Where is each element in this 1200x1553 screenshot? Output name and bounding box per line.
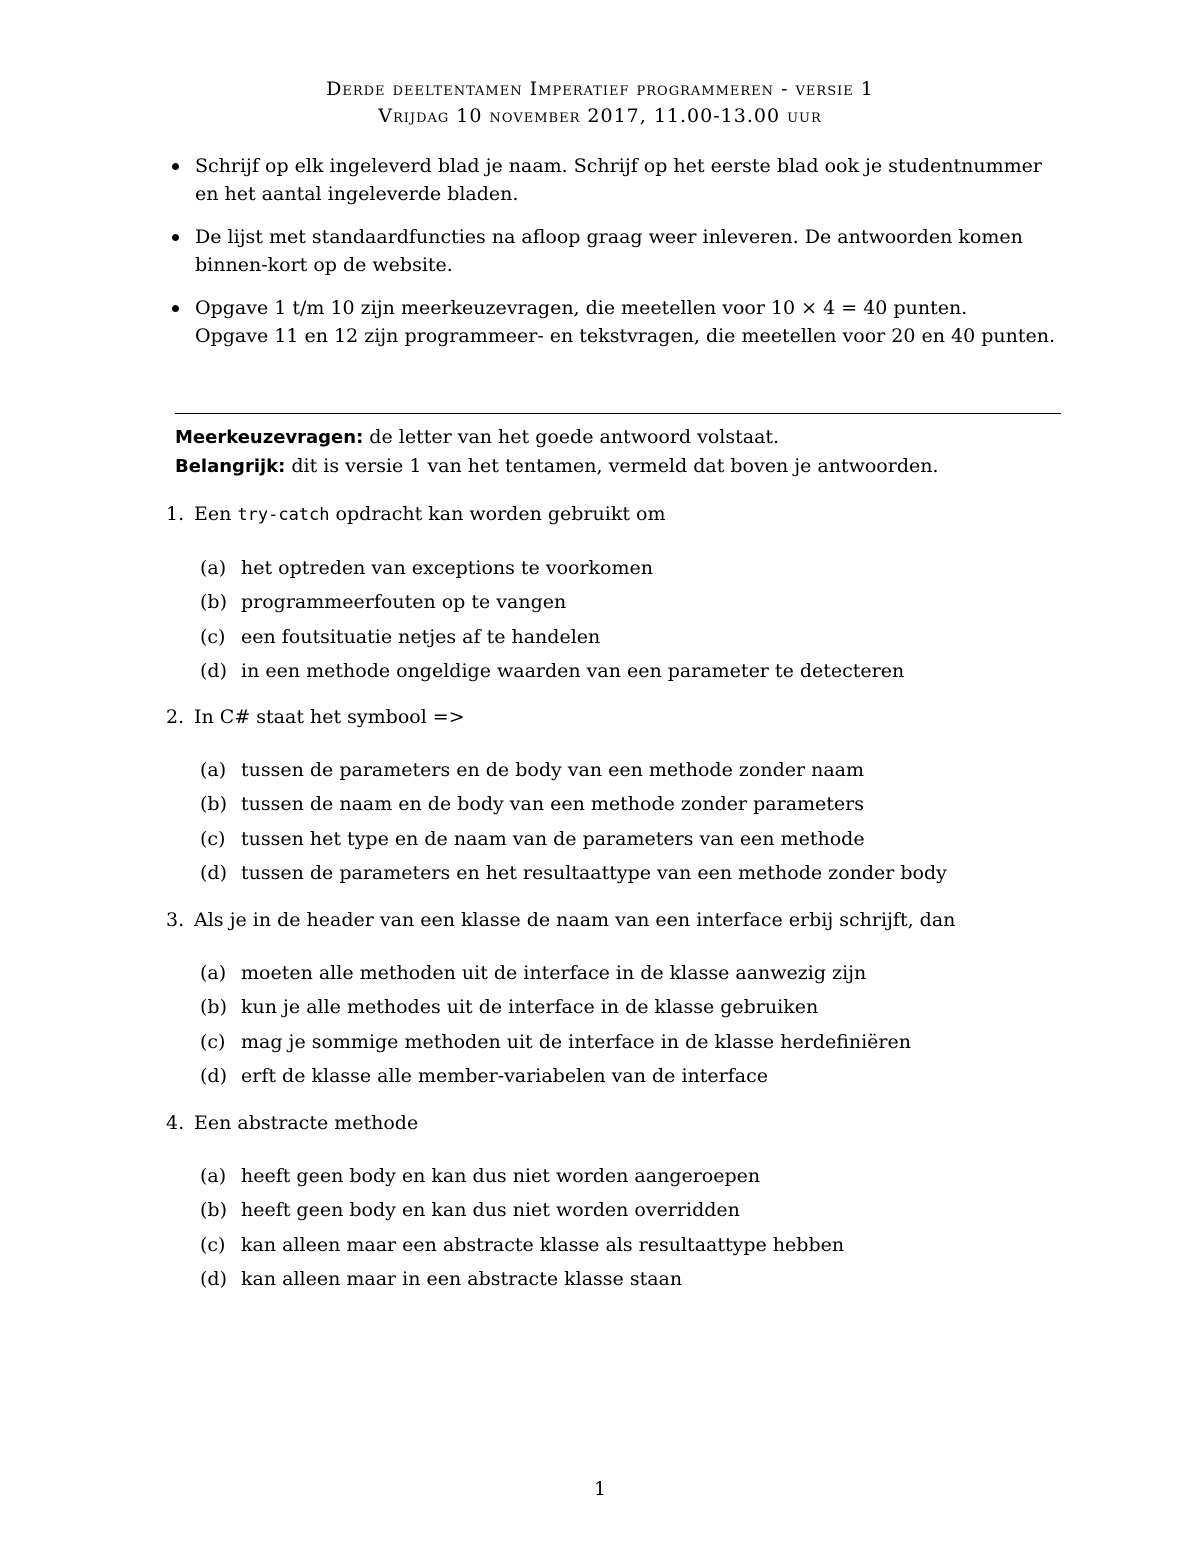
option-label: (d)	[200, 861, 227, 884]
option-label: (d)	[200, 1064, 227, 1087]
option-text: een foutsituatie netjes af te handelen	[241, 625, 601, 648]
question-text: Een	[194, 503, 238, 525]
option-label: (b)	[200, 1199, 227, 1222]
instruction-item	[170, 152, 1060, 208]
option-label: (c)	[200, 625, 226, 648]
instruction-text: De lijst met standaardfuncties na afloop graag weer inleveren. De antwoorden komen binnen-kort op de website.	[195, 226, 1023, 276]
option-text: heeft geen body en kan dus niet worden aangeroepen	[241, 1165, 761, 1187]
answer-option	[200, 1228, 1066, 1262]
option-label: (d)	[200, 659, 227, 682]
instruction-text: Opgave 1 t/m 10 zijn meerkeuzevragen, die meetellen voor 10 × 4 = 40 punten.	[195, 297, 968, 319]
page-number: 1	[593, 1478, 607, 1500]
option-text: kan alleen maar in een abstracte klasse staan	[241, 1267, 683, 1290]
bullet-icon	[172, 234, 179, 241]
section-divider	[175, 413, 1061, 414]
instruction-item	[170, 223, 1060, 279]
question-4	[166, 1109, 1066, 1296]
multiple-choice-intro	[175, 423, 1065, 481]
question-text: Als je in de header van een klasse de naam van een interface erbij schrijft, dan	[194, 909, 956, 931]
instruction-item	[170, 294, 1060, 350]
exam-title: Derde deeltentamen Imperatief programmeren - versie 1	[326, 78, 874, 100]
question-3	[166, 906, 1066, 1093]
answer-option	[200, 956, 1066, 990]
answer-option	[200, 1059, 1066, 1093]
important-label: Belangrijk:	[175, 456, 286, 477]
important-text: dit is versie 1 van het tentamen, vermeld dat boven je antwoorden.	[285, 455, 939, 477]
option-text: tussen de naam en de body van een methode zonder parameters	[241, 793, 865, 816]
option-text: het optreden van exceptions te voorkomen	[241, 557, 653, 579]
answer-option	[200, 753, 1066, 787]
question-number: 3.	[166, 909, 185, 931]
option-text: tussen het type en de naam van de parameters van een methode	[241, 827, 865, 850]
instruction-text: Opgave 11 en 12 zijn programmeer- en tekstvragen, die meetellen voor 20 en 40 punten.	[195, 325, 1056, 347]
bullet-icon	[172, 163, 179, 170]
option-label: (d)	[200, 1267, 227, 1290]
bullet-icon	[172, 305, 179, 312]
option-label: (a)	[200, 962, 227, 984]
answer-option	[200, 585, 1066, 619]
option-label: (b)	[200, 996, 227, 1019]
option-text: kan alleen maar een abstracte klasse als resultaattype hebben	[241, 1233, 845, 1256]
question-text: Een abstracte methode	[194, 1112, 419, 1134]
option-label: (a)	[200, 1165, 227, 1187]
option-label: (c)	[200, 1030, 226, 1053]
option-label: (b)	[200, 591, 227, 614]
option-text: tussen de parameters en de body van een methode zonder naam	[241, 759, 865, 781]
option-label: (b)	[200, 793, 227, 816]
question-code: try-catch	[237, 505, 330, 525]
option-text: erft de klasse alle member-variabelen van de interface	[241, 1064, 768, 1087]
answer-option	[200, 822, 1066, 856]
question-2	[166, 703, 1066, 890]
answer-option	[200, 1262, 1066, 1296]
option-text: kun je alle methodes uit de interface in de klasse gebruiken	[241, 996, 819, 1019]
answer-option	[200, 856, 1066, 890]
option-text: moeten alle methoden uit de interface in de klasse aanwezig zijn	[241, 962, 867, 984]
question-number: 1.	[166, 503, 185, 525]
answer-option	[200, 620, 1066, 654]
option-text: programmeerfouten op te vangen	[241, 591, 567, 614]
question-1	[166, 500, 1066, 688]
option-text: mag je sommige methoden uit de interface in de klasse herdefiniëren	[241, 1030, 911, 1053]
instructions-list	[170, 152, 1060, 365]
question-text-end: opdracht kan worden gebruikt om	[329, 503, 666, 525]
answer-option	[200, 1159, 1066, 1193]
question-text: In C# staat het symbool =>	[194, 706, 465, 728]
option-label: (c)	[200, 1233, 226, 1256]
option-text: in een methode ongeldige waarden van een parameter te detecteren	[241, 659, 905, 682]
answer-option	[200, 990, 1066, 1024]
exam-date: Vrijdag 10 november 2017, 11.00-13.00 uur	[378, 105, 822, 127]
option-label: (a)	[200, 759, 227, 781]
intro-label: Meerkeuzevragen:	[175, 427, 364, 448]
answer-option	[200, 1193, 1066, 1227]
answer-option	[200, 787, 1066, 821]
option-text: tussen de parameters en het resultaattype van een methode zonder body	[241, 861, 947, 884]
instruction-text: Schrijf op elk ingeleverd blad je naam. Schrijf op het eerste blad ook je studentnummer en het aantal ingeleverde bladen.	[195, 155, 1042, 205]
option-label: (c)	[200, 827, 226, 850]
question-number: 4.	[166, 1112, 185, 1134]
option-label: (a)	[200, 557, 227, 579]
answer-option	[200, 551, 1066, 585]
intro-text: de letter van het goede antwoord volstaat.	[363, 426, 780, 448]
option-text: heeft geen body en kan dus niet worden overridden	[241, 1199, 740, 1222]
answer-option	[200, 654, 1066, 688]
answer-option	[200, 1025, 1066, 1059]
question-number: 2.	[166, 706, 185, 728]
